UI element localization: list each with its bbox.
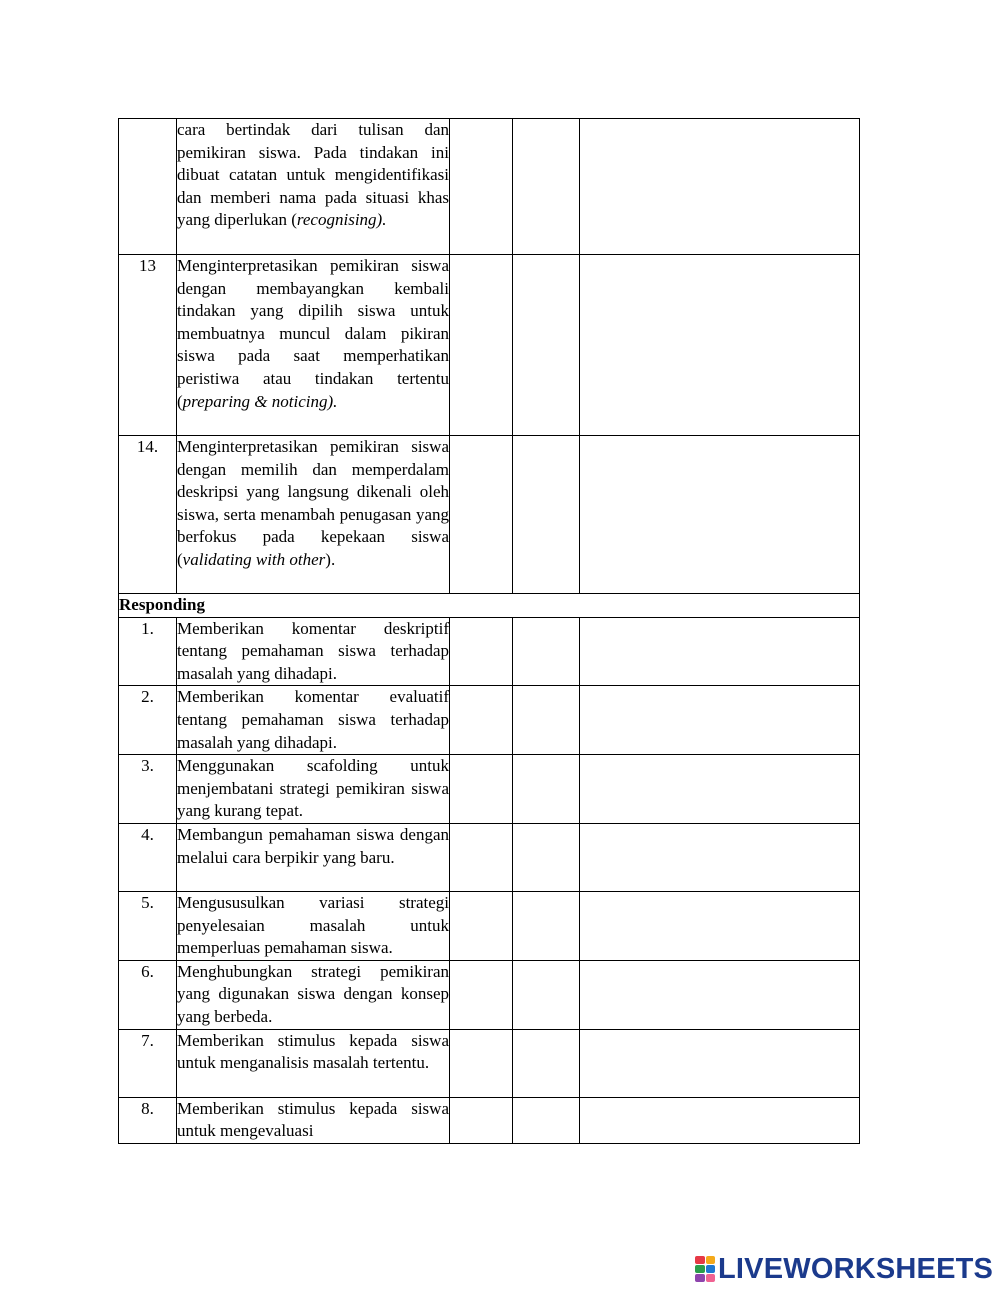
- logo-square: [706, 1274, 716, 1282]
- row-description: Menginterpretasikan pemikiran siswa dengan membayangkan kembali tindakan yang dipilih siswa untuk membuatnya muncul dalam pikiran siswa pada saat memperhatikan peristiwa atau tindakan tertentu (preparing & noticing).: [177, 255, 450, 436]
- table-row: [119, 960, 860, 1029]
- notes-cell[interactable]: [580, 891, 860, 960]
- row-description: Membangun pemahaman siswa dengan melalui cara berpikir yang baru.: [177, 823, 450, 891]
- check-cell-no[interactable]: [513, 755, 580, 824]
- row-description: Memberikan komentar deskriptif tentang pemahaman siswa terhadap masalah yang dihadapi.: [177, 617, 450, 686]
- table-row: [119, 1097, 860, 1143]
- notes-cell[interactable]: [580, 755, 860, 824]
- check-cell-no[interactable]: [513, 1097, 580, 1143]
- liveworksheets-logo[interactable]: [695, 1252, 994, 1285]
- check-cell-no[interactable]: [513, 960, 580, 1029]
- notes-cell[interactable]: [580, 960, 860, 1029]
- row-number: 13: [119, 255, 177, 436]
- row-number: 5.: [119, 891, 177, 960]
- logo-square: [706, 1265, 716, 1273]
- check-cell-yes[interactable]: [450, 1029, 513, 1097]
- notes-cell[interactable]: [580, 617, 860, 686]
- section-title: Responding: [119, 594, 860, 618]
- check-cell-no[interactable]: [513, 1029, 580, 1097]
- table-row: [119, 1029, 860, 1097]
- row-description: Memberikan stimulus kepada siswa untuk mengevaluasi: [177, 1097, 450, 1143]
- notes-cell[interactable]: [580, 255, 860, 436]
- table-row: [119, 617, 860, 686]
- check-cell-yes[interactable]: [450, 436, 513, 594]
- row-description: Menginterpretasikan pemikiran siswa dengan memilih dan memperdalam deskripsi yang langsung dikenali oleh siswa, serta menambah penugasan yang berfokus pada kepekaan siswa (validating with other).: [177, 436, 450, 594]
- logo-square: [695, 1265, 705, 1273]
- observation-table: [118, 118, 860, 1144]
- liveworksheets-logo-icon: [695, 1256, 715, 1282]
- table-row: [119, 755, 860, 824]
- row-number: 7.: [119, 1029, 177, 1097]
- check-cell-no[interactable]: [513, 686, 580, 755]
- table-row: [119, 119, 860, 255]
- check-cell-yes[interactable]: [450, 617, 513, 686]
- notes-cell[interactable]: [580, 1029, 860, 1097]
- notes-cell[interactable]: [580, 119, 860, 255]
- row-number: 3.: [119, 755, 177, 824]
- logo-square: [695, 1274, 705, 1282]
- row-number: 8.: [119, 1097, 177, 1143]
- row-description: cara bertindak dari tulisan dan pemikiran siswa. Pada tindakan ini dibuat catatan untuk mengidentifikasi dan memberi nama pada situasi khas yang diperlukan (recognising).: [177, 119, 450, 255]
- row-number: 4.: [119, 823, 177, 891]
- logo-square: [695, 1256, 705, 1264]
- row-description: Memberikan stimulus kepada siswa untuk menganalisis masalah tertentu.: [177, 1029, 450, 1097]
- check-cell-yes[interactable]: [450, 755, 513, 824]
- check-cell-yes[interactable]: [450, 823, 513, 891]
- check-cell-no[interactable]: [513, 119, 580, 255]
- row-description: Mengususulkan variasi strategi penyelesaian masalah untuk memperluas pemahaman siswa.: [177, 891, 450, 960]
- check-cell-yes[interactable]: [450, 1097, 513, 1143]
- check-cell-yes[interactable]: [450, 686, 513, 755]
- check-cell-no[interactable]: [513, 255, 580, 436]
- check-cell-yes[interactable]: [450, 891, 513, 960]
- notes-cell[interactable]: [580, 1097, 860, 1143]
- notes-cell[interactable]: [580, 436, 860, 594]
- notes-cell[interactable]: [580, 823, 860, 891]
- table-row: [119, 436, 860, 594]
- row-number: 2.: [119, 686, 177, 755]
- check-cell-no[interactable]: [513, 617, 580, 686]
- logo-square: [706, 1256, 716, 1264]
- check-cell-yes[interactable]: [450, 255, 513, 436]
- check-cell-yes[interactable]: [450, 960, 513, 1029]
- table-row: [119, 891, 860, 960]
- table-row: [119, 255, 860, 436]
- notes-cell[interactable]: [580, 686, 860, 755]
- logo-text: LIVEWORKSHEETS: [718, 1252, 994, 1285]
- section-row: [119, 594, 860, 618]
- check-cell-yes[interactable]: [450, 119, 513, 255]
- check-cell-no[interactable]: [513, 436, 580, 594]
- table-row: [119, 823, 860, 891]
- table-row: [119, 686, 860, 755]
- check-cell-no[interactable]: [513, 891, 580, 960]
- row-description: Menghubungkan strategi pemikiran yang digunakan siswa dengan konsep yang berbeda.: [177, 960, 450, 1029]
- check-cell-no[interactable]: [513, 823, 580, 891]
- row-number: 6.: [119, 960, 177, 1029]
- row-description: Menggunakan scafolding untuk menjembatani strategi pemikiran siswa yang kurang tepat.: [177, 755, 450, 824]
- row-number: 1.: [119, 617, 177, 686]
- row-number: 14.: [119, 436, 177, 594]
- row-number: [119, 119, 177, 255]
- row-description: Memberikan komentar evaluatif tentang pemahaman siswa terhadap masalah yang dihadapi.: [177, 686, 450, 755]
